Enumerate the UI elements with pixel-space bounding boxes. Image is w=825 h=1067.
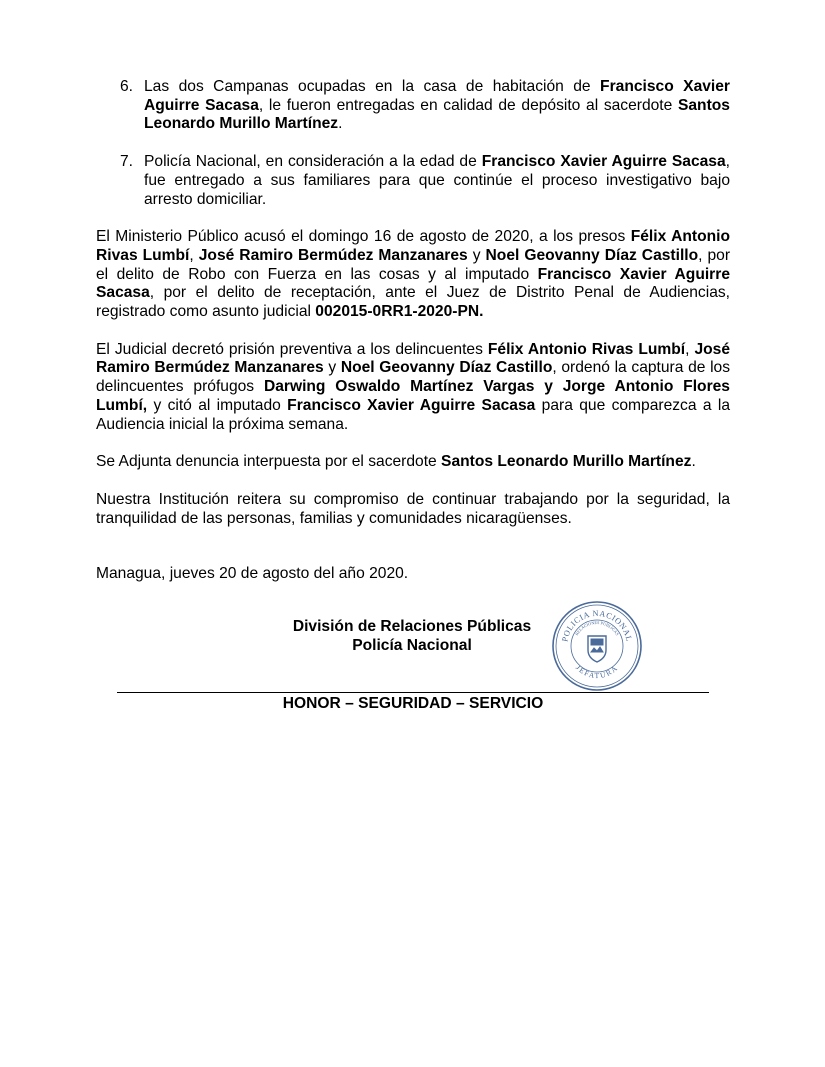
text-run: para que comparezca a la Audiencia inicial la próxima semana. <box>96 396 731 433</box>
bold-text-run: Francisco Xavier Aguirre Sacasa <box>144 78 730 114</box>
text-run: y <box>323 359 341 377</box>
signature-institution: Policía Nacional <box>352 637 472 654</box>
text-run: El Judicial decretó prisión preventiva a los delincuentes <box>96 340 488 358</box>
paragraph-judicial <box>96 341 730 435</box>
text-run: Las dos Campanas ocupadas en la casa de habitación de <box>144 78 601 95</box>
footer-divider <box>117 692 709 693</box>
bold-text-run: 002015-0RR1-2020-PN. <box>315 303 484 321</box>
text-run: , por el delito de receptación, ante el Juez de Distrito Penal de Audiencias, registrado como asunto judicial <box>96 284 730 321</box>
list-number: 7. <box>120 153 134 171</box>
list-item-text <box>144 153 730 207</box>
bold-text-run: José Ramiro Bermúdez Manzanares <box>198 246 468 264</box>
bold-text-run: Félix Antonio Rivas Lumbí <box>487 340 686 358</box>
bold-text-run: Félix Antonio Rivas Lumbí <box>96 228 730 264</box>
footer-motto: HONOR – SEGURIDAD – SERVICIO <box>282 695 544 712</box>
bold-text-run: Francisco Xavier Aguirre Sacasa <box>481 153 726 171</box>
numbered-list <box>96 78 730 209</box>
list-item <box>96 78 730 134</box>
text-run: Nuestra Institución reitera su compromiso de continuar trabajando por la seguridad, la tranquilidad de las personas, familias y comunidades nicaragüenses. <box>96 490 730 527</box>
document-body <box>96 70 730 584</box>
text-run: Managua, jueves 20 de agosto del año 2020. <box>96 565 409 583</box>
bold-text-run: Francisco Xavier Aguirre Sacasa <box>287 396 536 414</box>
bold-text-run: Francisco Xavier Aguirre Sacasa <box>96 265 730 302</box>
svg-text:JEFATURA <box>574 663 620 680</box>
signature-division: División de Relaciones Públicas <box>292 618 532 635</box>
bold-text-run: Darwing Oswaldo Martínez Vargas y Jorge Antonio Flores Lumbí, <box>96 378 730 414</box>
text-run: y citó al imputado <box>147 396 288 414</box>
list-item-text <box>144 78 730 132</box>
list-number: 6. <box>120 78 134 95</box>
text-run: Policía Nacional, en consideración a la edad de <box>144 153 482 171</box>
text-run: , le fueron entregadas en calidad de depósito al sacerdote <box>258 96 678 114</box>
text-run: y <box>467 246 486 264</box>
dateline <box>96 565 730 584</box>
paragraph-attachment <box>96 453 730 472</box>
text-run: , por el delito de Robo con Fuerza en las cosas y al imputado <box>96 246 731 283</box>
text-run: . <box>691 453 696 471</box>
text-run: , <box>685 340 695 358</box>
bold-text-run: Santos Leonardo Murillo Martínez <box>441 453 692 471</box>
text-run: El Ministerio Público acusó el domingo 16 de agosto de 2020, a los presos <box>96 228 631 246</box>
seal-top-text: POLICIA NACIONAL <box>560 608 634 643</box>
paragraph-accusation <box>96 228 730 322</box>
text-run: , ordenó la captura de los delincuentes prófugos <box>96 359 731 396</box>
bold-text-run: José Ramiro Bermúdez Manzanares <box>96 340 730 377</box>
paragraph-commitment <box>96 491 730 528</box>
list-item <box>96 153 730 209</box>
signature-block <box>260 617 564 655</box>
police-seal-icon <box>551 600 643 692</box>
seal-sub-text: RELACIONES PUBLICAS <box>574 619 620 637</box>
text-run: . <box>338 115 343 133</box>
text-run: Se Adjunta denuncia interpuesta por el sacerdote <box>96 453 442 471</box>
text-run: , fue entregado a sus familiares para que continúe el proceso investigativo bajo arresto domiciliar. <box>144 153 730 208</box>
bold-text-run: Noel Geovanny Díaz Castillo <box>340 359 553 377</box>
seal-bottom-text: JEFATURA <box>573 662 621 681</box>
bold-text-run: Santos Leonardo Murillo Martínez <box>144 96 730 133</box>
bold-text-run: Noel Geovanny Díaz Castillo <box>485 246 699 264</box>
text-run: , <box>189 246 199 264</box>
